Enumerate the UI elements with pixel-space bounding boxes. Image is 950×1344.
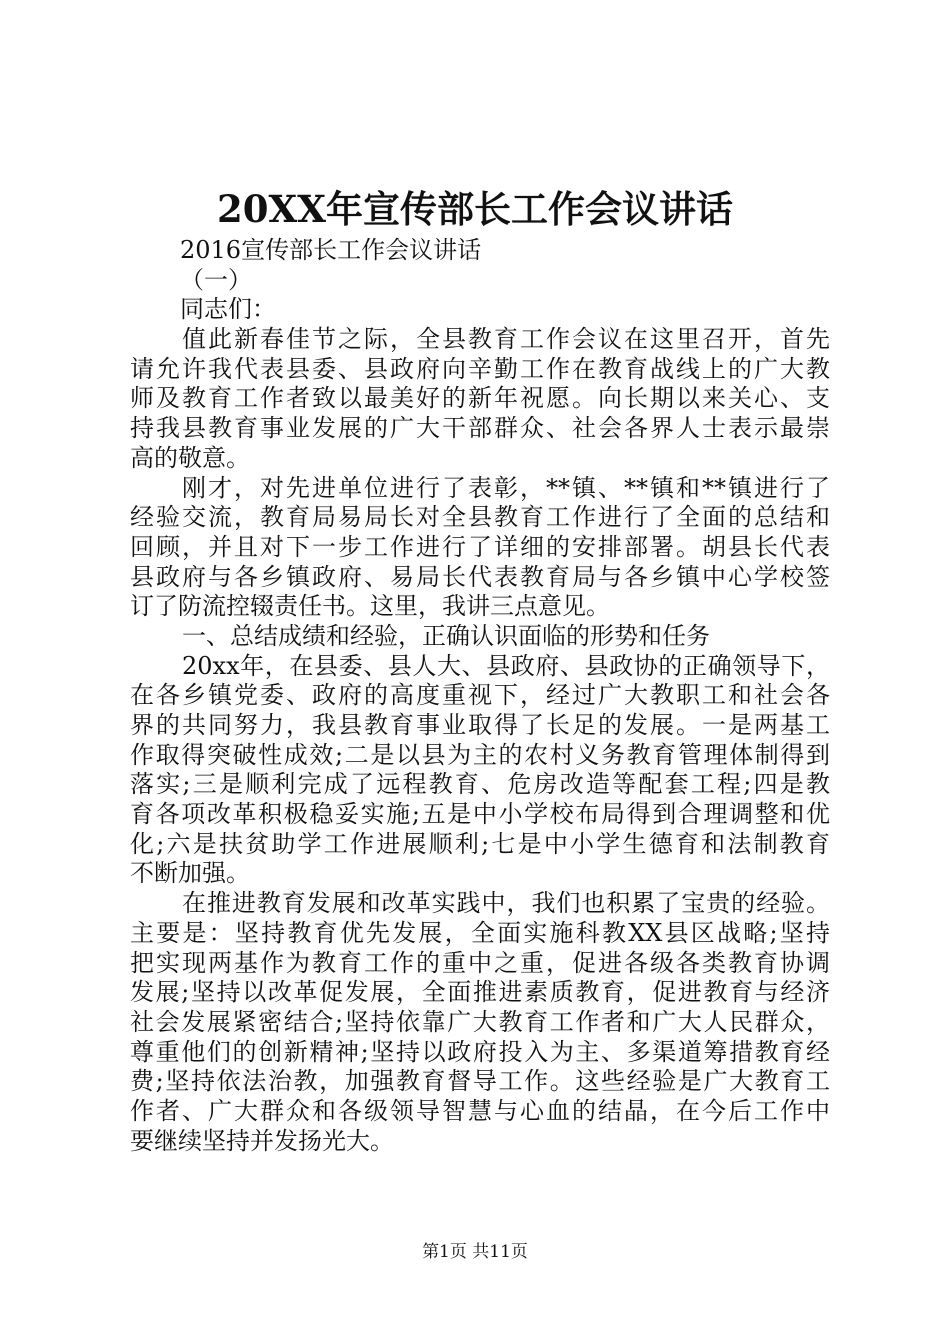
text-line: 落实;三是顺利完成了远程教育、危房改造等配套工程;四是教 [130,770,830,799]
text-line: 2016宣传部长工作会议讲话 [180,236,482,264]
text-line: 社会发展紧密结合;坚持依靠广大教育工作者和广大人民群众， [130,1007,830,1036]
text-line: 一、总结成绩和经验，正确认识面临的形势和任务 [182,621,710,650]
text-line: 界的共同努力，我县教育事业取得了长足的发展。一是两基工 [130,711,830,739]
document-title: 20XX年宣传部长工作会议讲话 [217,187,733,231]
text-line: 化;六是扶贫助学工作进展顺利;七是中小学生德育和法制教育 [130,829,830,858]
text-line: 育各项改革积极稳妥实施;五是中小学校布局得到合理调整和优 [130,800,830,829]
text-line: 同志们： [180,295,276,324]
text-line: 把实现两基作为教育工作的重中之重，促进各级各类教育协调 [130,948,830,977]
text-line: 持我县教育事业发展的广大干部群众、社会各界人士表示最崇 [130,414,830,443]
text-line: 师及教育工作者致以最美好的新年祝愿。向长期以来关心、支 [130,384,830,413]
page-footer: 第1页 共11页 [422,1242,528,1262]
text-line: 尊重他们的创新精神;坚持以政府投入为主、多渠道筹措教育经 [130,1037,830,1066]
text-line: 20xx年，在县委、县人大、县政府、县政协的正确领导下， [182,651,830,680]
text-line: 作者、广大群众和各级领导智慧与心血的结晶，在今后工作中 [130,1096,830,1125]
text-line: 费;坚持依法治教，加强教育督导工作。这些经验是广大教育工 [130,1067,830,1096]
text-line: 经验交流，教育局易局长对全县教育工作进行了全面的总结和 [130,503,830,532]
text-line: 发展;坚持以改革促发展，全面推进素质教育，促进教育与经济 [130,978,830,1007]
document-body [130,236,830,1156]
text-line: 刚才，对先进单位进行了表彰，**镇、**镇和**镇进行了 [182,473,830,502]
text-line: 回顾，并且对下一步工作进行了详细的安排部署。胡县长代表 [130,532,830,561]
text-line: 请允许我代表县委、县政府向辛勤工作在教育战线上的广大教 [130,354,830,383]
text-line: 在推进教育发展和改革实践中，我们也积累了宝贵的经验。 [182,889,830,918]
text-line: 不断加强。 [130,859,250,888]
text-line: （一） [180,265,252,294]
text-line: 主要是：坚持教育优先发展，全面实施科教XX县区战略;坚持 [130,918,830,947]
text-line: 作取得突破性成效;二是以县为主的农村义务教育管理体制得到 [130,740,830,769]
text-line: 订了防流控辍责任书。这里，我讲三点意见。 [130,592,610,621]
text-line: 在各乡镇党委、政府的高度重视下，经过广大教职工和社会各 [130,681,830,710]
text-line: 高的敬意。 [130,443,250,472]
text-line: 要继续坚持并发扬光大。 [130,1126,394,1155]
text-line: 值此新春佳节之际，全县教育工作会议在这里召开，首先 [182,325,830,354]
text-line: 县政府与各乡镇政府、易局长代表教育局与各乡镇中心学校签 [130,562,830,591]
